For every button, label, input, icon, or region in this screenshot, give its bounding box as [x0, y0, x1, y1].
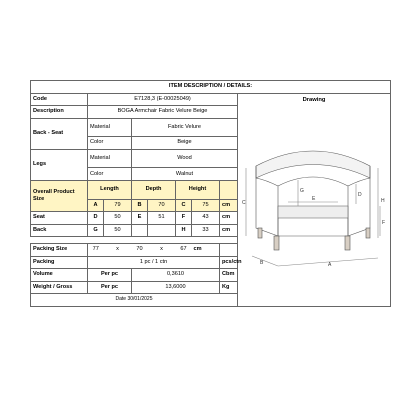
back-label: Back — [31, 224, 88, 237]
legs-material-label: Material — [88, 149, 132, 168]
volume-value: 0,3610 — [132, 269, 220, 282]
overall-unit: cm — [220, 199, 238, 212]
overall-header-blank — [220, 180, 238, 199]
back-blank-2 — [148, 224, 176, 237]
overall-c-value: 75 — [192, 199, 220, 212]
packing-size-length: 77 — [88, 244, 104, 257]
code-value: E7128,3 (E-00025049) — [88, 93, 238, 106]
legs-label: Legs — [31, 149, 88, 180]
dim-label-d: D — [358, 191, 362, 198]
drawing-label: Drawing — [302, 96, 326, 103]
packing-size-height: 67 — [176, 244, 192, 257]
seat-d-letter: D — [88, 212, 104, 225]
back-seat-material-value: Fabric Velure — [132, 118, 238, 137]
packing-value: 1 pc / 1 ctn — [88, 256, 220, 269]
seat-e-letter: E — [132, 212, 148, 225]
dim-label-g: G — [300, 187, 304, 194]
packing-size-label: Packing Size — [31, 244, 88, 257]
date-row: Date 30/01/2025 — [31, 294, 238, 307]
description-label: Description — [31, 106, 88, 119]
back-g-value: 50 — [104, 224, 132, 237]
overall-b-value: 70 — [148, 199, 176, 212]
legs-material-value: Wood — [132, 149, 238, 168]
depth-header: Depth — [132, 180, 176, 199]
overall-b-letter: B — [132, 199, 148, 212]
packing-label: Packing — [31, 256, 88, 269]
back-h-letter: H — [176, 224, 192, 237]
height-header: Height — [176, 180, 220, 199]
volume-per: Per pc — [88, 269, 132, 282]
packing-size-x2: x — [148, 244, 176, 257]
overall-size-label — [31, 180, 88, 211]
spacer-row — [31, 237, 238, 244]
code-label: Code — [31, 93, 88, 106]
spec-table — [30, 80, 391, 307]
back-seat-color-label: Color — [88, 137, 132, 150]
packing-size-unit: cm — [192, 244, 220, 257]
overall-size-label-line1: Overall Product — [33, 188, 75, 195]
packing-size-width: 70 — [132, 244, 148, 257]
weight-unit: Kg — [220, 281, 238, 294]
legs-color-value: Walnut — [132, 168, 238, 181]
sheet-title: ITEM DESCRIPTION / DETAILS: — [31, 81, 391, 94]
volume-label: Volume — [31, 269, 88, 282]
back-seat-color-value: Beige — [132, 137, 238, 150]
overall-a-letter: A — [88, 199, 104, 212]
seat-f-letter: F — [176, 212, 192, 225]
armchair-drawing — [238, 106, 390, 301]
seat-d-value: 50 — [104, 212, 132, 225]
back-seat-material-label: Material — [88, 118, 132, 137]
overall-size-label-line2: Size — [33, 195, 45, 202]
overall-c-letter: C — [176, 199, 192, 212]
back-h-value: 33 — [192, 224, 220, 237]
overall-a-value: 79 — [104, 199, 132, 212]
packing-unit: pcs/ctn — [220, 256, 238, 269]
packing-size-blank — [220, 244, 238, 257]
dim-label-c: C — [242, 199, 246, 206]
weight-value: 13,6000 — [132, 281, 220, 294]
packing-size-x1: x — [104, 244, 132, 257]
volume-unit: Cbm — [220, 269, 238, 282]
weight-per: Per pc — [88, 281, 132, 294]
dim-label-h: H — [381, 197, 385, 204]
seat-f-value: 43 — [192, 212, 220, 225]
seat-e-value: 51 — [148, 212, 176, 225]
legs-color-label: Color — [88, 168, 132, 181]
seat-label: Seat — [31, 212, 88, 225]
dim-label-b: B — [260, 259, 264, 266]
back-seat-label: Back - Seat — [31, 118, 88, 149]
dim-label-a: A — [328, 261, 332, 268]
dim-label-e: E — [312, 195, 316, 202]
back-g-letter: G — [88, 224, 104, 237]
back-unit: cm — [220, 224, 238, 237]
spec-sheet — [30, 80, 390, 303]
length-header: Length — [88, 180, 132, 199]
seat-unit: cm — [220, 212, 238, 225]
back-blank-1 — [132, 224, 148, 237]
weight-label: Weight / Gross — [31, 281, 88, 294]
dim-label-f: F — [382, 219, 386, 226]
description-value: BOGA Armchair Fabric Velure Beige — [88, 106, 238, 119]
drawing-cell — [238, 93, 391, 306]
